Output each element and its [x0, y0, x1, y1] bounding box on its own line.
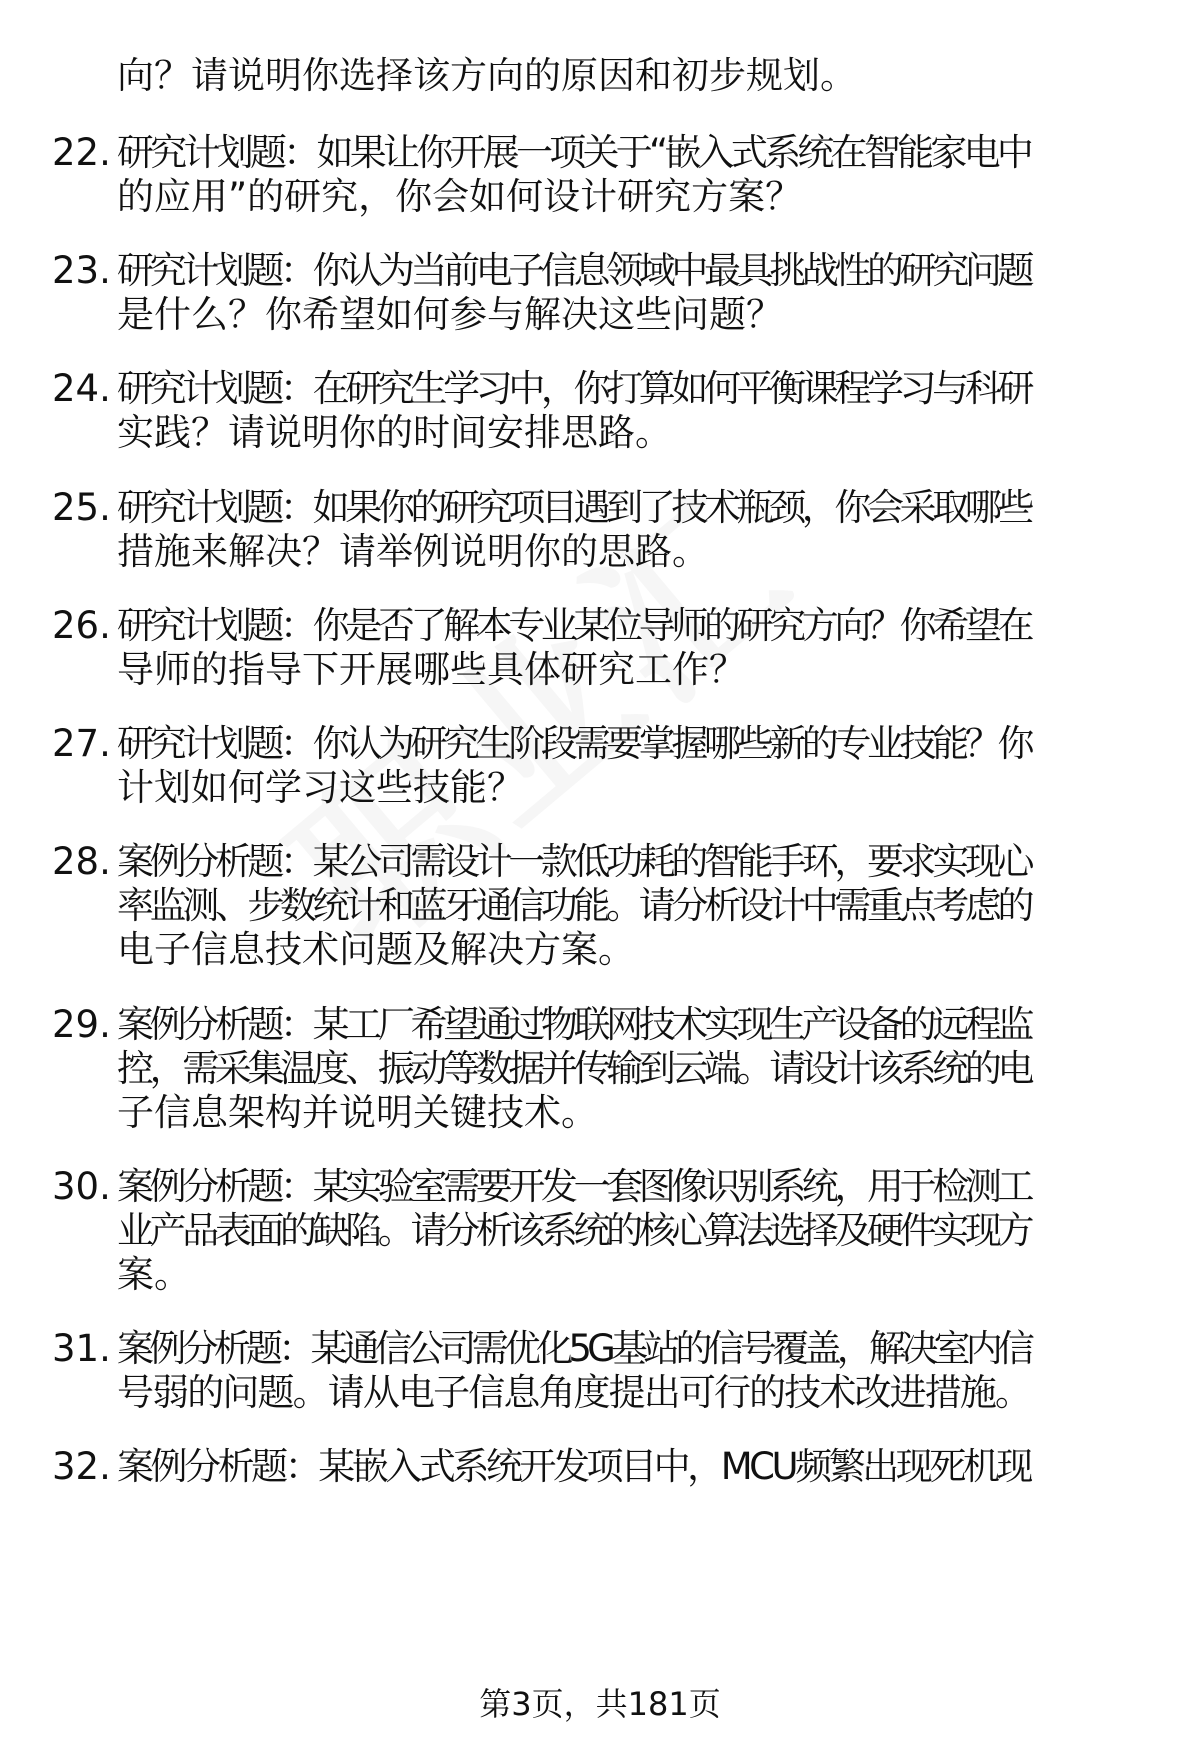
item-line: 研究计划题：你是否了解本专业某位导师的研究方向？你希望在	[117, 604, 1031, 647]
item-number: 29.	[52, 1003, 111, 1046]
item-line: 案例分析题：某嵌入式系统开发项目中，MCU频繁出现死机现	[117, 1445, 1030, 1488]
item-line: 措施来解决？请举例说明你的思路。	[117, 530, 709, 573]
item-line: 研究计划题：在研究生学习中，你打算如何平衡课程学习与科研	[117, 367, 1031, 410]
item-line: 案例分析题：某实验室需要开发一套图像识别系统，用于检测工	[117, 1165, 1031, 1208]
item-line: 研究计划题：如果你的研究项目遇到了技术瓶颈，你会采取哪些	[117, 486, 1031, 529]
item-line: 是什么？你希望如何参与解决这些问题？	[117, 293, 783, 336]
continuation-line: 向？请说明你选择该方向的原因和初步规划。	[117, 54, 857, 97]
item-line: 电子信息技术问题及解决方案。	[117, 928, 635, 971]
item-line: 号弱的问题。请从电子信息角度提出可行的技术改进措施。	[117, 1371, 1031, 1414]
item-number: 22.	[52, 131, 111, 174]
page-footer: 第3页，共181页	[479, 1685, 721, 1723]
item-number: 23.	[52, 249, 111, 292]
item-line: 研究计划题：你认为当前电子信息领域中最具挑战性的研究问题	[117, 249, 1031, 292]
item-number: 30.	[52, 1165, 111, 1208]
item-line: 案例分析题：某通信公司需优化5G基站的信号覆盖，解决室内信	[117, 1327, 1031, 1370]
item-line: 实践？请说明你的时间安排思路。	[117, 411, 672, 454]
item-number: 32.	[52, 1445, 111, 1488]
item-number: 28.	[52, 840, 111, 883]
item-number: 26.	[52, 604, 111, 647]
item-line: 计划如何学习这些技能？	[117, 766, 524, 809]
item-line: 的应用”的研究，你会如何设计研究方案？	[117, 175, 803, 218]
item-line: 子信息架构并说明关键技术。	[117, 1091, 598, 1134]
item-number: 25.	[52, 486, 111, 529]
item-number: 31.	[52, 1327, 111, 1370]
item-line: 导师的指导下开展哪些具体研究工作？	[117, 648, 746, 691]
item-number: 24.	[52, 367, 111, 410]
item-line: 业产品表面的缺陷。请分析该系统的核心算法选择及硬件实现方	[117, 1209, 1031, 1252]
item-line: 研究计划题：如果让你开展一项关于“嵌入式系统在智能家电中	[117, 131, 1031, 174]
item-number: 27.	[52, 722, 111, 765]
item-line: 案例分析题：某工厂希望通过物联网技术实现生产设备的远程监	[117, 1003, 1031, 1046]
item-line: 研究计划题：你认为研究生阶段需要掌握哪些新的专业技能？你	[117, 722, 1031, 765]
item-line: 控，需采集温度、振动等数据并传输到云端。请设计该系统的电	[117, 1047, 1031, 1090]
item-line: 率监测、步数统计和蓝牙通信功能。请分析设计中需重点考虑的	[117, 884, 1031, 927]
item-line: 案例分析题：某公司需设计一款低功耗的智能手环，要求实现心	[117, 840, 1031, 883]
item-line: 案。	[117, 1253, 191, 1296]
